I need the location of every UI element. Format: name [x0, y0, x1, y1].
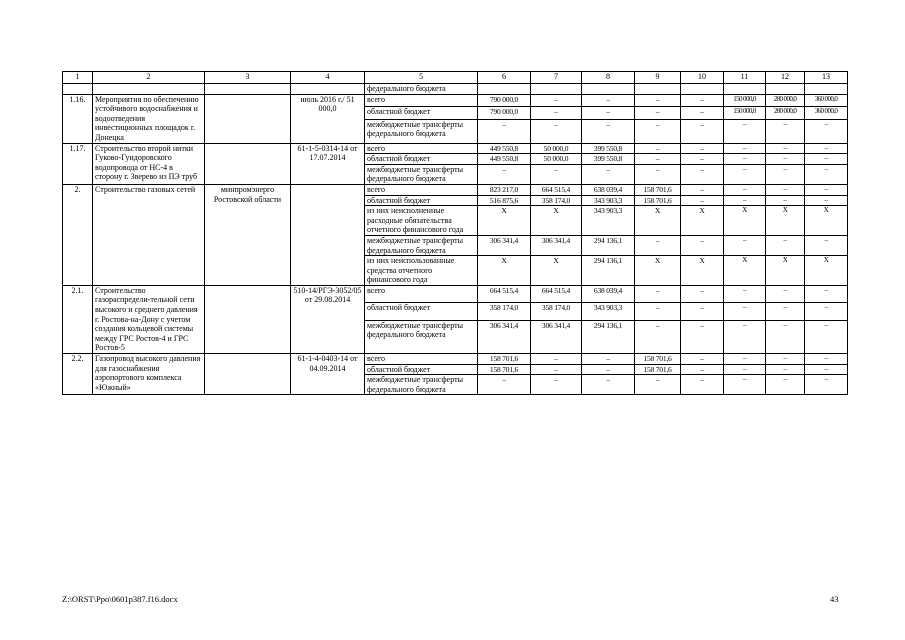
value-cell: 306 341,4	[531, 235, 582, 255]
value-cell: –	[766, 354, 805, 365]
value-cell: –	[681, 195, 724, 206]
funding-source: из них неисполненные расходные обязательства отчетного финансового года	[365, 206, 478, 236]
value-cell: 360 000,0	[805, 94, 848, 107]
funding-source: областной бюджет	[365, 107, 478, 120]
measure-name: Строительство газораспредели-тельной сети высокого и среднего давления г. Ростова-на-Дону с учетом создания кольцевой системы между ГРС Ростов-4 и ГРС Ростов-5	[93, 285, 205, 353]
value-cell: –	[766, 320, 805, 353]
value-cell: –	[681, 119, 724, 143]
value-cell: 158 701,6	[478, 364, 531, 375]
value-cell: 306 341,4	[478, 235, 531, 255]
value-cell: –	[805, 375, 848, 395]
value-cell: –	[635, 154, 681, 165]
header-cell: 6	[478, 72, 531, 84]
header-cell: 7	[531, 72, 582, 84]
funding-source: областной бюджет	[365, 195, 478, 206]
value-cell: –	[724, 235, 766, 255]
value-cell: X	[766, 206, 805, 236]
value-cell: –	[724, 195, 766, 206]
value-cell: –	[531, 354, 582, 365]
value-cell: 343 903,3	[582, 206, 635, 236]
value-cell: 150 000,0	[724, 107, 766, 120]
funding-source: всего	[365, 354, 478, 365]
continuation-row	[63, 84, 848, 95]
value-cell: 399 550,8	[582, 143, 635, 154]
value-cell: –	[635, 303, 681, 320]
value-cell: –	[635, 119, 681, 143]
continuation-label: федерального бюджета	[365, 84, 478, 95]
executor	[205, 94, 291, 143]
header-cell: 3	[205, 72, 291, 84]
value-cell: –	[805, 143, 848, 154]
value-cell: 294 136,1	[582, 320, 635, 353]
funding-source: областной бюджет	[365, 303, 478, 320]
value-cell: –	[635, 107, 681, 120]
header-cell: 12	[766, 72, 805, 84]
page-number: 43	[830, 594, 839, 604]
value-cell: 638 039,4	[582, 184, 635, 195]
document-ref: июль 2016 г./ 51 000,0	[291, 94, 365, 143]
measure-name: Газопровод высокого давления для газоснабжения аэропортового комплекса «Южный»	[93, 354, 205, 395]
value-cell: 158 701,6	[635, 195, 681, 206]
value-cell: –	[681, 375, 724, 395]
table-row	[63, 184, 848, 195]
funding-source: областной бюджет	[365, 154, 478, 165]
value-cell: 294 136,1	[582, 235, 635, 255]
value-cell: –	[582, 164, 635, 184]
executor: минпромэнерго Ростовской области	[205, 184, 291, 285]
value-cell: 790 000,0	[478, 94, 531, 107]
header-cell: 10	[681, 72, 724, 84]
value-cell: X	[724, 206, 766, 236]
header-cell: 11	[724, 72, 766, 84]
header-cell: 4	[291, 72, 365, 84]
value-cell: X	[805, 206, 848, 236]
value-cell: 399 550,8	[582, 154, 635, 165]
value-cell: –	[724, 320, 766, 353]
value-cell: –	[635, 164, 681, 184]
value-cell: X	[531, 206, 582, 236]
value-cell: 360 000,0	[805, 107, 848, 120]
value-cell: –	[724, 285, 766, 302]
value-cell: –	[766, 303, 805, 320]
table-row	[63, 285, 848, 302]
value-cell: –	[766, 119, 805, 143]
value-cell: –	[681, 184, 724, 195]
value-cell: –	[724, 375, 766, 395]
funding-source: межбюджетные трансферты федерального бюджета	[365, 320, 478, 353]
table-row	[63, 143, 848, 154]
value-cell: –	[805, 235, 848, 255]
value-cell: 158 701,6	[635, 184, 681, 195]
value-cell: –	[681, 354, 724, 365]
row-number: 1.17.	[63, 143, 93, 184]
funding-source: областной бюджет	[365, 364, 478, 375]
value-cell: –	[805, 184, 848, 195]
value-cell: –	[766, 364, 805, 375]
value-cell: –	[635, 285, 681, 302]
value-cell: 294 136,1	[582, 256, 635, 286]
document-ref	[291, 184, 365, 285]
value-cell: 280 000,0	[766, 107, 805, 120]
measure-name: Строительство газовых сетей	[93, 184, 205, 285]
value-cell: –	[531, 375, 582, 395]
value-cell: 638 039,4	[582, 285, 635, 302]
value-cell: –	[805, 195, 848, 206]
funding-source: межбюджетные трансферты федерального бюджета	[365, 375, 478, 395]
funding-source: всего	[365, 184, 478, 195]
value-cell: –	[582, 375, 635, 395]
value-cell: –	[635, 94, 681, 107]
value-cell: 823 217,0	[478, 184, 531, 195]
value-cell: 50 000,0	[531, 154, 582, 165]
value-cell: X	[635, 206, 681, 236]
value-cell: 343 903,3	[582, 195, 635, 206]
value-cell: 516 875,6	[478, 195, 531, 206]
value-cell: –	[766, 195, 805, 206]
value-cell: –	[766, 285, 805, 302]
value-cell: –	[681, 364, 724, 375]
value-cell: 449 550,8	[478, 143, 531, 154]
value-cell: X	[681, 206, 724, 236]
value-cell: –	[766, 184, 805, 195]
value-cell: –	[531, 164, 582, 184]
row-number: 1.16.	[63, 94, 93, 143]
value-cell: –	[681, 285, 724, 302]
value-cell: 50 000,0	[531, 143, 582, 154]
value-cell: 158 701,6	[478, 354, 531, 365]
value-cell: –	[805, 364, 848, 375]
value-cell: –	[681, 164, 724, 184]
value-cell: –	[531, 107, 582, 120]
value-cell: X	[681, 256, 724, 286]
value-cell: 449 550,8	[478, 154, 531, 165]
value-cell: –	[478, 119, 531, 143]
value-cell: 306 341,4	[478, 320, 531, 353]
value-cell: –	[531, 364, 582, 375]
value-cell: –	[582, 94, 635, 107]
value-cell: 280 000,0	[766, 94, 805, 107]
document-ref: 510-14/РГЭ-3052/05 от 29.08.2014	[291, 285, 365, 353]
value-cell: –	[766, 375, 805, 395]
value-cell: 158 701,6	[635, 364, 681, 375]
value-cell: –	[724, 303, 766, 320]
value-cell: X	[805, 256, 848, 286]
value-cell: –	[681, 107, 724, 120]
header-row	[63, 72, 848, 84]
value-cell: –	[805, 303, 848, 320]
value-cell: 306 341,4	[531, 320, 582, 353]
value-cell: –	[582, 119, 635, 143]
value-cell: –	[681, 94, 724, 107]
header-cell: 13	[805, 72, 848, 84]
value-cell: –	[635, 235, 681, 255]
header-cell: 5	[365, 72, 478, 84]
header-cell: 8	[582, 72, 635, 84]
table-row	[63, 94, 848, 107]
value-cell: X	[478, 206, 531, 236]
value-cell: –	[635, 375, 681, 395]
funding-source: межбюджетные трансферты федерального бюджета	[365, 119, 478, 143]
executor	[205, 143, 291, 184]
value-cell: –	[805, 119, 848, 143]
value-cell: –	[531, 119, 582, 143]
value-cell: –	[724, 354, 766, 365]
value-cell: –	[724, 184, 766, 195]
value-cell: X	[635, 256, 681, 286]
funding-source: из них неиспользованные средства отчетного финансового года	[365, 256, 478, 286]
value-cell: 790 000,0	[478, 107, 531, 120]
value-cell: –	[582, 107, 635, 120]
value-cell: –	[724, 364, 766, 375]
value-cell: 150 000,0	[724, 94, 766, 107]
funding-source: всего	[365, 94, 478, 107]
value-cell: 358 174,0	[478, 303, 531, 320]
value-cell: –	[681, 320, 724, 353]
value-cell: 664 515,4	[531, 285, 582, 302]
funding-source: всего	[365, 285, 478, 302]
header-cell: 1	[63, 72, 93, 84]
value-cell: X	[766, 256, 805, 286]
value-cell: –	[635, 320, 681, 353]
funding-source: межбюджетные трансферты федерального бюджета	[365, 164, 478, 184]
value-cell: –	[582, 354, 635, 365]
value-cell: –	[724, 119, 766, 143]
value-cell: –	[724, 164, 766, 184]
funding-source: всего	[365, 143, 478, 154]
value-cell: 358 174,0	[531, 195, 582, 206]
measure-name: Мероприятия по обеспечению устойчивого водоснабжения и водоотведения инвестиционных площадок г. Донецка	[93, 94, 205, 143]
row-number: 2.	[63, 184, 93, 285]
value-cell: X	[478, 256, 531, 286]
value-cell: –	[766, 154, 805, 165]
value-cell: –	[805, 285, 848, 302]
executor	[205, 354, 291, 395]
value-cell: –	[805, 164, 848, 184]
document-ref: 61-1-5-0314-14 от 17.07.2014	[291, 143, 365, 184]
value-cell: 343 903,3	[582, 303, 635, 320]
header-cell: 2	[93, 72, 205, 84]
budget-table	[62, 71, 848, 395]
value-cell: –	[805, 154, 848, 165]
value-cell: –	[766, 164, 805, 184]
value-cell: –	[681, 143, 724, 154]
measure-name: Строительство второй нитки Гуково-Гуидоровского водопровода от НС-4 в сторону г. Зверево из ПЭ труб	[93, 143, 205, 184]
funding-source: межбюджетные трансферты федерального бюджета	[365, 235, 478, 255]
value-cell: 158 701,6	[635, 354, 681, 365]
value-cell: –	[724, 143, 766, 154]
row-number: 2.2.	[63, 354, 93, 395]
value-cell: –	[582, 364, 635, 375]
executor	[205, 285, 291, 353]
value-cell: –	[805, 354, 848, 365]
header-cell: 9	[635, 72, 681, 84]
value-cell: X	[531, 256, 582, 286]
value-cell: X	[724, 256, 766, 286]
table-row	[63, 354, 848, 365]
value-cell: –	[635, 143, 681, 154]
file-path: Z:\ORST\Ppo\0601p387.f16.docx	[62, 594, 178, 604]
value-cell: –	[681, 235, 724, 255]
document-ref: 61-1-4-0403-14 от 04.09.2014	[291, 354, 365, 395]
value-cell: 664 515,4	[531, 184, 582, 195]
value-cell: –	[478, 375, 531, 395]
value-cell: 358 174,0	[531, 303, 582, 320]
row-number: 2.1.	[63, 285, 93, 353]
value-cell: –	[681, 154, 724, 165]
value-cell: –	[681, 303, 724, 320]
value-cell: –	[478, 164, 531, 184]
value-cell: –	[766, 235, 805, 255]
value-cell: 664 515,4	[478, 285, 531, 302]
value-cell: –	[724, 154, 766, 165]
value-cell: –	[531, 94, 582, 107]
value-cell: –	[766, 143, 805, 154]
value-cell: –	[805, 320, 848, 353]
